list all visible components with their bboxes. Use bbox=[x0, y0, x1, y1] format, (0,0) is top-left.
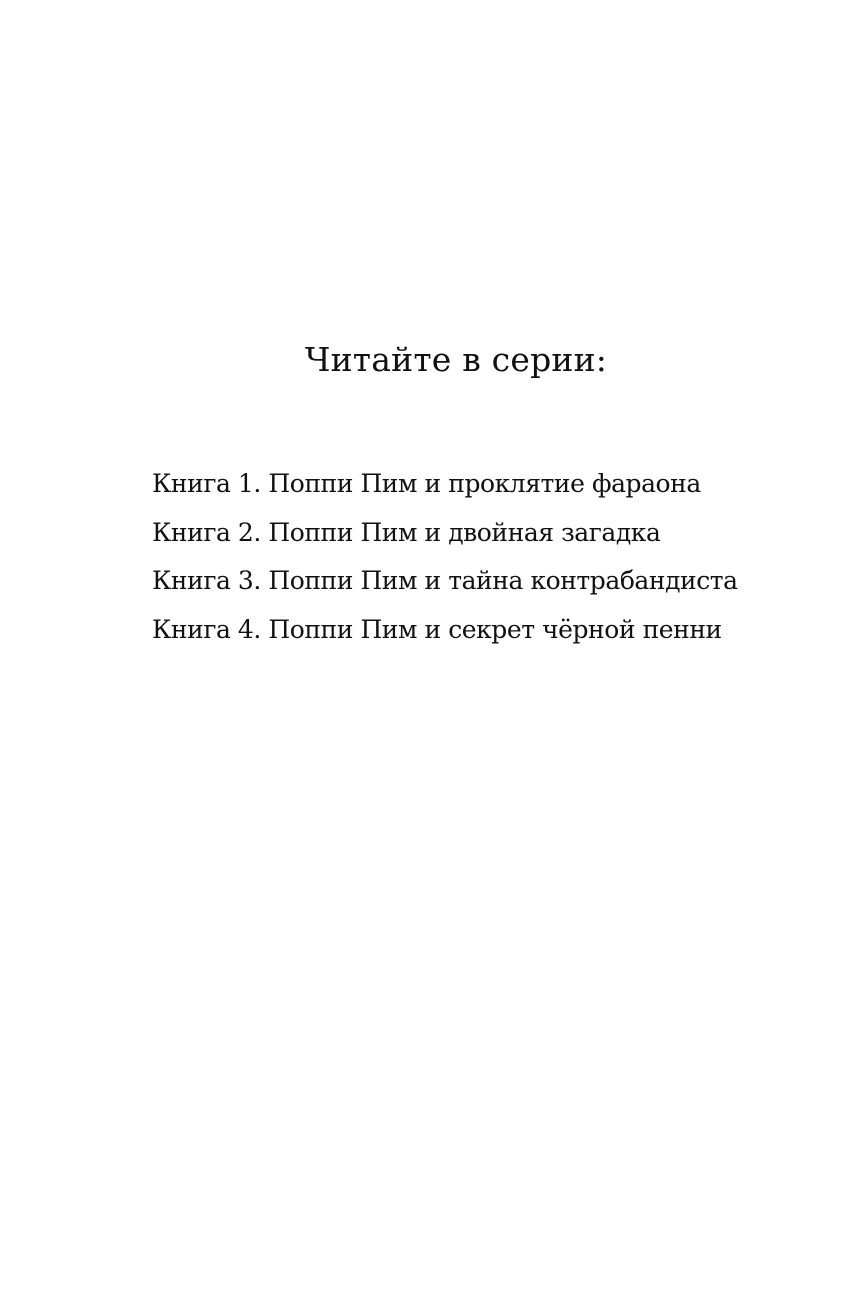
series-heading: Читайте в серии: bbox=[304, 340, 608, 379]
series-book-list bbox=[152, 460, 738, 654]
book-list-item: Книга 3. Поппи Пим и тайна контрабандиста bbox=[152, 566, 738, 595]
book-list-item: Книга 1. Поппи Пим и проклятие фараона bbox=[152, 469, 701, 498]
book-list-item: Книга 2. Поппи Пим и двойная загадка bbox=[152, 517, 661, 547]
book-list-item: Книга 4. Поппи Пим и секрет чёрной пенни bbox=[152, 614, 722, 644]
